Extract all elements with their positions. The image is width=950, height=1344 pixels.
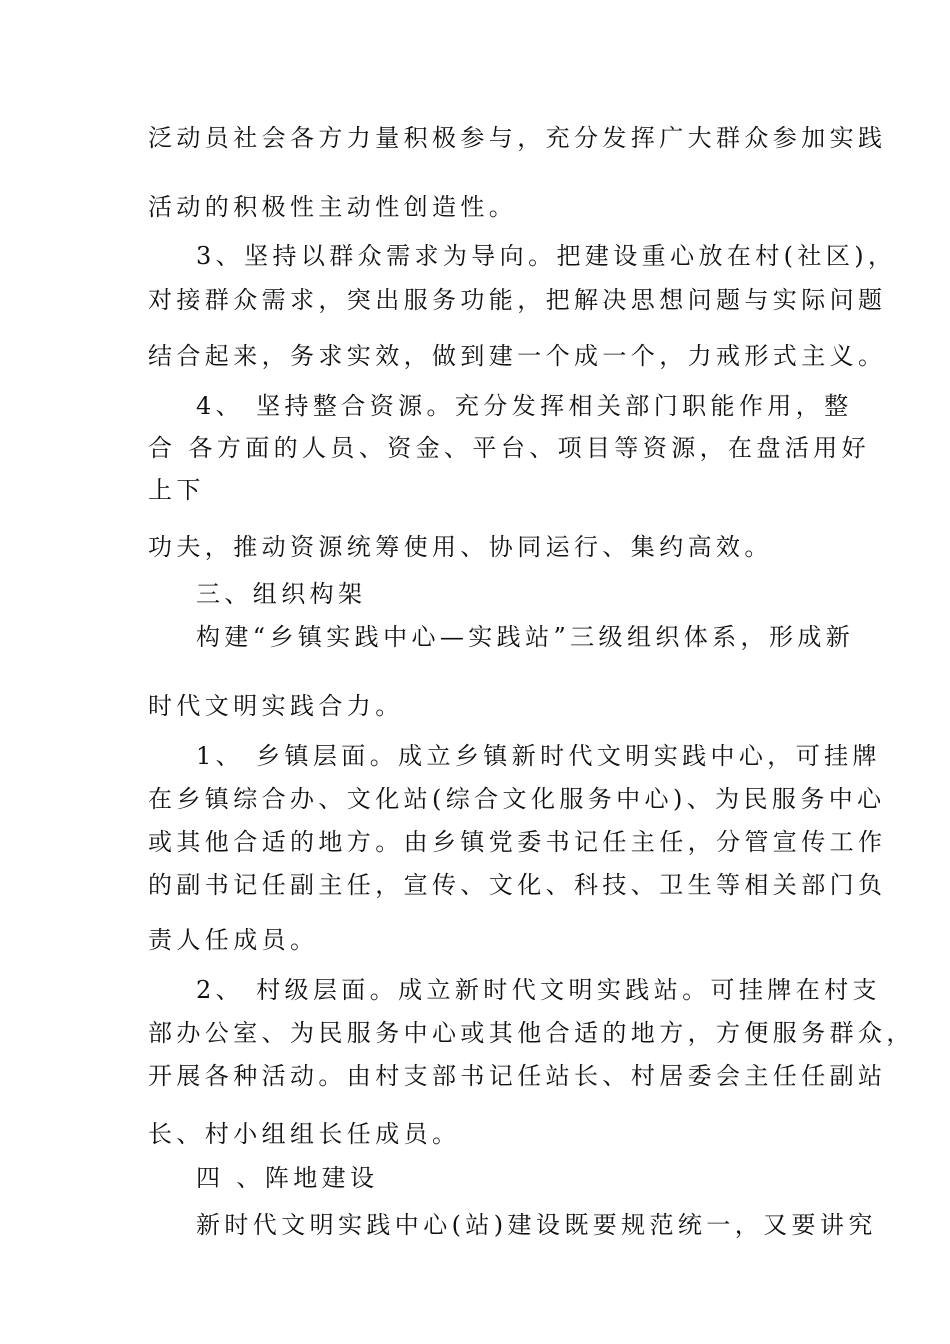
paragraph-1-start: 1、 乡镇层面。成立乡镇新时代文明实践中心，可挂牌 [196,742,881,770]
text-line: 上下 [148,476,205,504]
text-line: 对接群众需求，突出服务功能，把解决思想问题与实际问题 [148,286,887,314]
text-line: 或其他合适的地方。由乡镇党委书记任主任，分管宣传工作 [148,828,887,856]
paragraph-2-start: 2、 村级层面。成立新时代文明实践站。可挂牌在村支 [196,976,881,1004]
section-heading-3: 三、组织构架 [196,580,367,608]
paragraph-start: 新时代文明实践中心(站)建设既要规范统一，又要讲究 [196,1211,877,1239]
text-line: 部办公室、为民服务中心或其他合适的地方，方便服务群众， [148,1019,915,1047]
paragraph-3-start: 3、坚持以群众需求为导向。把建设重心放在村(社区)， [196,242,897,270]
text-line: 时代文明实践合力。 [148,692,404,720]
text-line: 活动的积极性主动性创造性。 [148,193,518,221]
text-line: 责人任成员。 [148,926,319,954]
text-line: 的副书记任副主任，宣传、文化、科技、卫生等相关部门负 [148,871,887,899]
text-line: 泛动员社会各方力量积极参与，充分发挥广大群众参加实践 [148,124,887,152]
text-line: 长、村小组组长任成员。 [148,1120,461,1148]
paragraph-4-start: 4、 坚持整合资源。充分发挥相关部门职能作用，整 [196,392,853,420]
text-line: 结合起来，务求实效，做到建一个成一个，力戒形式主义。 [148,342,887,370]
text-line: 在乡镇综合办、文化站(综合文化服务中心)、为民服务中心 [148,785,886,813]
paragraph-start: 构建“乡镇实践中心—实践站”三级组织体系，形成新 [196,623,855,651]
text-line: 合 各方面的人员、资金、平台、项目等资源，在盘活用好 [148,434,871,462]
text-line: 功夫，推动资源统筹使用、协同运行、集约高效。 [148,533,773,561]
section-heading-4: 四 、阵地建设 [196,1164,379,1192]
text-line: 开展各种活动。由村支部书记任站长、村居委会主任任副站 [148,1062,887,1090]
